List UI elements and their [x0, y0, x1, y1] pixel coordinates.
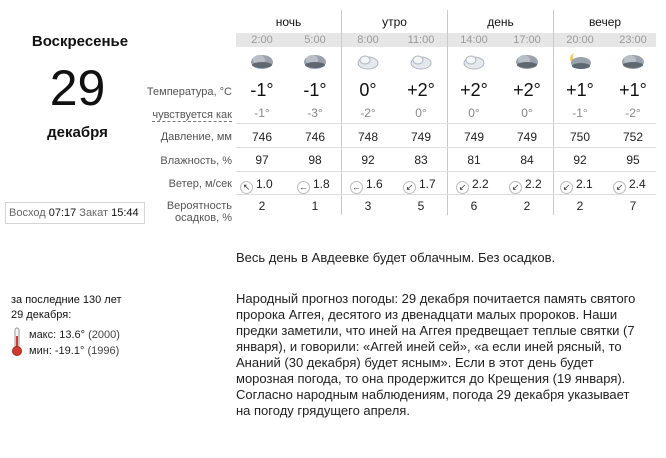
slot-pressure: 749: [516, 130, 538, 144]
slot-wind: [509, 177, 561, 194]
wind-nw-arrow-icon: ↖: [240, 181, 253, 194]
slot-time: 11:00: [407, 34, 435, 46]
slot-precipitation: 2: [258, 199, 266, 213]
slot-pressure: 749: [463, 130, 485, 144]
history-min: [29, 345, 119, 357]
cloudy-icon: [289, 51, 341, 75]
wind-w-arrow-icon: ←: [299, 182, 308, 192]
light-cloud-icon: [395, 51, 447, 75]
slot-wind-speed: 2.1: [576, 177, 593, 191]
sun-times: [5, 202, 145, 224]
cloudy-moon-icon: [554, 51, 606, 75]
slot-pressure: 749: [410, 130, 432, 144]
slot-time: 5:00: [304, 34, 326, 46]
slot-feels-like: -1°: [254, 106, 270, 120]
slot-feels-like: -1°: [572, 106, 588, 120]
slot-humidity: 83: [414, 153, 428, 167]
precip-label-line1: Вероятность: [166, 200, 232, 212]
month-name: декабря: [47, 124, 108, 141]
slot-precipitation: 1: [311, 199, 319, 213]
day-number: 29: [49, 60, 106, 116]
slot-precipitation: 3: [364, 199, 372, 213]
slot-time: 2:00: [251, 34, 273, 46]
slot-pressure: 748: [357, 130, 379, 144]
slot-time: 17:00: [513, 34, 541, 46]
sunrise-time: 07:17: [48, 207, 77, 219]
slot-feels-like: 0°: [521, 106, 533, 120]
slot-wind-speed: 2.4: [629, 177, 646, 191]
history-date: 29 декабря:: [11, 309, 72, 321]
wind-label: Ветер, м/сек: [168, 178, 232, 190]
folk-forecast-label: Народный прогноз погоды: [236, 291, 395, 306]
thermometer-icon: [11, 327, 23, 357]
slot-humidity: 98: [308, 153, 322, 167]
wind-sw-arrow-icon: ↙: [403, 181, 416, 194]
feels-like-label[interactable]: чувствуется как: [152, 109, 232, 121]
slot-wind-speed: 2.2: [525, 177, 542, 191]
slot-wind: [560, 177, 612, 194]
slot-temperature: +2°: [407, 80, 435, 100]
slot-precipitation: 7: [629, 199, 637, 213]
slot-wind-speed: 1.8: [313, 177, 330, 191]
slot-wind: [297, 177, 349, 194]
history-max: [29, 329, 120, 341]
slot-temperature: -1°: [303, 80, 327, 100]
slot-feels-like: -2°: [625, 106, 641, 120]
folk-forecast: [236, 291, 641, 419]
row-divider: [236, 147, 656, 148]
wind-w-arrow-icon: ←: [352, 182, 361, 192]
slot-feels-like: 0°: [415, 106, 427, 120]
slot-precipitation: 2: [523, 199, 531, 213]
sunset-time: 15:44: [111, 207, 139, 219]
wind-sw-arrow-icon: ↙: [509, 181, 522, 194]
slot-wind: [613, 177, 665, 194]
slot-temperature: -1°: [250, 80, 274, 100]
history-max-year: (2000): [88, 329, 120, 341]
pressure-label: Давление, мм: [160, 131, 232, 143]
weekday: Воскресенье: [31, 33, 129, 50]
folk-forecast-text: : 29 декабря почитается память святого пророка Аггея, десятого из двенадцати малых пророков. Наши предки заметили, что иней на Аггея предвещает теплые святки (7 января), и говорили: «Аггей иней сей», «а если иней рясный, то Ананий (30 декабря) будет ясным». Если в этот день будет морозная погода, то она продержится до Крещения (19 января). Согласно народным наблюдениям, погода 29 декабря указывает на погоду грядущего апреля.: [236, 291, 636, 418]
slot-temperature: +2°: [513, 80, 541, 100]
slot-time: 8:00: [357, 34, 379, 46]
slot-pressure: 750: [569, 130, 591, 144]
precip-label: [167, 200, 232, 224]
slot-precipitation: 5: [417, 199, 425, 213]
row-divider: [236, 194, 656, 195]
slot-precipitation: 2: [576, 199, 584, 213]
temperature-label: Температура, °С: [146, 86, 232, 98]
slot-feels-like: -2°: [360, 106, 376, 120]
wind-sw-arrow-icon: ↙: [613, 181, 626, 194]
slot-humidity: 92: [361, 153, 375, 167]
slot-pressure: 752: [622, 130, 644, 144]
cloudy-icon: [607, 51, 659, 75]
history-min-value: мин: -19.1°: [29, 345, 85, 357]
slot-pressure: 746: [251, 130, 273, 144]
slot-time: 20:00: [566, 34, 594, 46]
slot-feels-like: 0°: [468, 106, 480, 120]
sunrise-label: Восход: [9, 207, 46, 219]
slot-wind-speed: 1.7: [419, 177, 436, 191]
slot-humidity: 92: [573, 153, 587, 167]
slot-temperature: 0°: [359, 80, 377, 100]
slot-humidity: 95: [626, 153, 640, 167]
slot-pressure: 746: [304, 130, 326, 144]
history-max-value: макс: 13.6°: [29, 329, 86, 341]
history-title: за последние 130 лет: [11, 294, 122, 306]
slot-wind: [456, 177, 508, 194]
cloudy-icon: [501, 51, 553, 75]
slot-wind-speed: 1.6: [366, 177, 383, 191]
slot-temperature: +1°: [619, 80, 647, 100]
period-evening: вечер: [588, 15, 622, 29]
day-summary: Весь день в Авдеевке будет облачным. Без осадков.: [236, 250, 556, 265]
slot-wind: [350, 177, 402, 194]
period-morning: утро: [382, 15, 407, 29]
slot-wind-speed: 2.2: [472, 177, 489, 191]
period-night: ночь: [275, 15, 302, 29]
wind-sw-arrow-icon: ↙: [456, 181, 469, 194]
slot-feels-like: -3°: [307, 106, 323, 120]
slot-time: 23:00: [619, 34, 647, 46]
slot-temperature: +2°: [460, 80, 488, 100]
wind-sw-arrow-icon: ↙: [560, 181, 573, 194]
humidity-label: Влажность, %: [160, 155, 232, 167]
row-divider: [236, 171, 656, 172]
history-min-year: (1996): [87, 345, 120, 357]
light-cloud-icon: [448, 51, 500, 75]
row-divider: [236, 123, 656, 124]
slot-temperature: +1°: [566, 80, 594, 100]
precip-label-line2: осадков, %: [175, 212, 232, 224]
slot-wind: [403, 177, 455, 194]
slot-humidity: 81: [467, 153, 481, 167]
slot-wind: [240, 177, 292, 194]
cloudy-night-icon: [236, 51, 288, 75]
sunset-label: Закат: [79, 207, 109, 219]
period-day: день: [487, 15, 514, 29]
slot-wind-speed: 1.0: [256, 177, 273, 191]
slot-precipitation: 6: [470, 199, 478, 213]
light-cloud-icon: [342, 51, 394, 75]
slot-humidity: 84: [520, 153, 534, 167]
slot-humidity: 97: [255, 153, 269, 167]
slot-time: 14:00: [460, 34, 488, 46]
